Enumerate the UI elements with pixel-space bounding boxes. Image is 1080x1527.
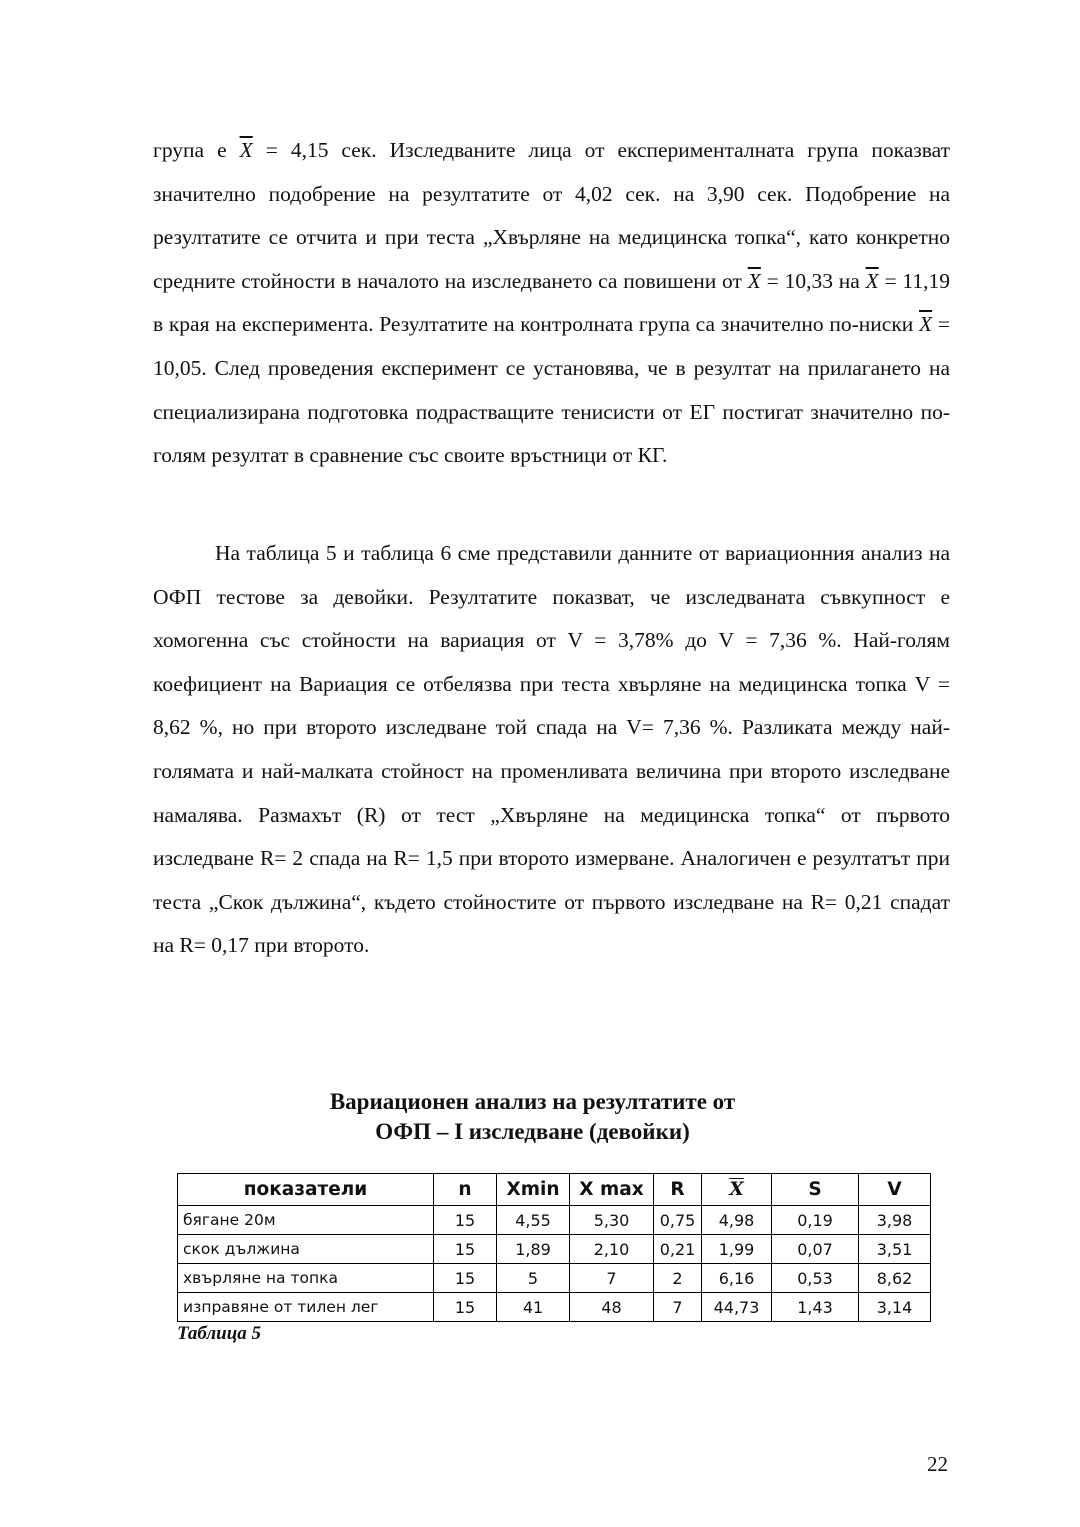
cell-mean: 6,16 [702, 1264, 772, 1293]
cell-indicator: хвърляне на топка [178, 1264, 434, 1293]
header-mean: $\overline{X}$ [702, 1174, 772, 1206]
table-title-line-1: Вариационен анализ на резултатите от [329, 1089, 736, 1114]
cell-xmin: 5 [497, 1264, 570, 1293]
cell-xmax: 48 [570, 1293, 654, 1322]
cell-xmax: 7 [570, 1264, 654, 1293]
mean-symbol: $\overline{X}$ [865, 268, 879, 293]
mean-symbol: $\overline{X}$ [919, 312, 933, 337]
cell-v: 3,98 [859, 1206, 931, 1235]
cell-indicator: изправяне от тилен лег [178, 1293, 434, 1322]
table-row [178, 1206, 931, 1235]
header-s: S [772, 1174, 859, 1206]
cell-r: 7 [654, 1293, 702, 1322]
mean-symbol: $\overline{X}$ [239, 138, 253, 162]
cell-r: 0,75 [654, 1206, 702, 1235]
cell-r: 2 [654, 1264, 702, 1293]
mean-symbol: $\overline{X}$ [747, 268, 761, 293]
cell-xmax: 2,10 [570, 1235, 654, 1264]
cell-s: 0,19 [772, 1206, 859, 1235]
cell-mean: 1,99 [702, 1235, 772, 1264]
text-run: = 10,33 на [760, 268, 866, 293]
table-row [178, 1293, 931, 1322]
table-row [178, 1264, 931, 1293]
cell-xmin: 41 [497, 1293, 570, 1322]
cell-mean: 44,73 [702, 1293, 772, 1322]
header-indicators: показатели [178, 1174, 434, 1206]
cell-s: 0,07 [772, 1235, 859, 1264]
cell-v: 3,51 [859, 1235, 931, 1264]
variation-analysis-table [177, 1173, 931, 1322]
cell-xmin: 4,55 [497, 1206, 570, 1235]
cell-n: 15 [434, 1206, 497, 1235]
table-header-row [178, 1174, 931, 1206]
cell-v: 3,14 [859, 1293, 931, 1322]
cell-indicator: скок дължина [178, 1235, 434, 1264]
cell-n: 15 [434, 1293, 497, 1322]
header-v: V [859, 1174, 931, 1206]
table-title [200, 1087, 865, 1147]
text-run: = 10,05. След проведения експеримент се установява, че в резултат на прилагането на специализирана подготовка подрастващите тенисисти от ЕГ постигат значително по-голям резултат в сравнение със своите връстници от КГ. [153, 312, 950, 468]
cell-r: 0,21 [654, 1235, 702, 1264]
header-r: R [654, 1174, 702, 1206]
cell-xmax: 5,30 [570, 1206, 654, 1235]
page-number: 22 [927, 1452, 948, 1476]
header-xmax: X max [570, 1174, 654, 1206]
body-paragraph-1 [153, 129, 950, 478]
header-n: n [434, 1174, 497, 1206]
text-run: група е [153, 138, 240, 162]
header-xmin: Xmin [497, 1174, 570, 1206]
cell-xmin: 1,89 [497, 1235, 570, 1264]
table-row [178, 1235, 931, 1264]
cell-indicator: бягане 20м [178, 1206, 434, 1235]
text-run: = 11,19 в края на експеримента. Резултатите на контролната група са значително по-ниски [153, 268, 951, 337]
cell-v: 8,62 [859, 1264, 931, 1293]
cell-mean: 4,98 [702, 1206, 772, 1235]
body-paragraph-2: На таблица 5 и таблица 6 сме представили данните от вариационния анализ на ОФП тестове за девойки. Резултатите показват, че изследваната съвкупност е хомогенна със стойности на вариация от V = 3,78% до V = 7,36 %. Най-голям коефициент на Вариация се отбелязва при теста хвърляне на медицинска топка V = 8,62 %, но при второто изследване той спада на V= 7,36 %. Разликата между най-голямата и най-малката стойност на променливата величина при второто изследване намалява. Размахът (R) от тест „Хвърляне на медицинска топка“ от първото изследване R= 2 спада на R= 1,5 при второто измерване. Аналогичен е резултатът при теста „Скок дължина“, където стойностите от първото изследване на R= 0,21 спадат на R= 0,17 при второто. [153, 541, 950, 958]
table-caption: Таблица 5 [177, 1323, 262, 1344]
cell-n: 15 [434, 1264, 497, 1293]
table-title-line-2: ОФП – I изследване (девойки) [375, 1119, 690, 1144]
cell-s: 0,53 [772, 1264, 859, 1293]
cell-n: 15 [434, 1235, 497, 1264]
text-run: = 4,15 сек. Изследваните лица от експерименталната група показват значително подобрение на резултатите от 4,02 сек. на 3,90 сек. Подобрение на резултатите се отчита и при теста „Хвърляне на медицинска топка“, като конкретно средните стойности в началото на изследването са повишени от [153, 138, 950, 293]
cell-s: 1,43 [772, 1293, 859, 1322]
